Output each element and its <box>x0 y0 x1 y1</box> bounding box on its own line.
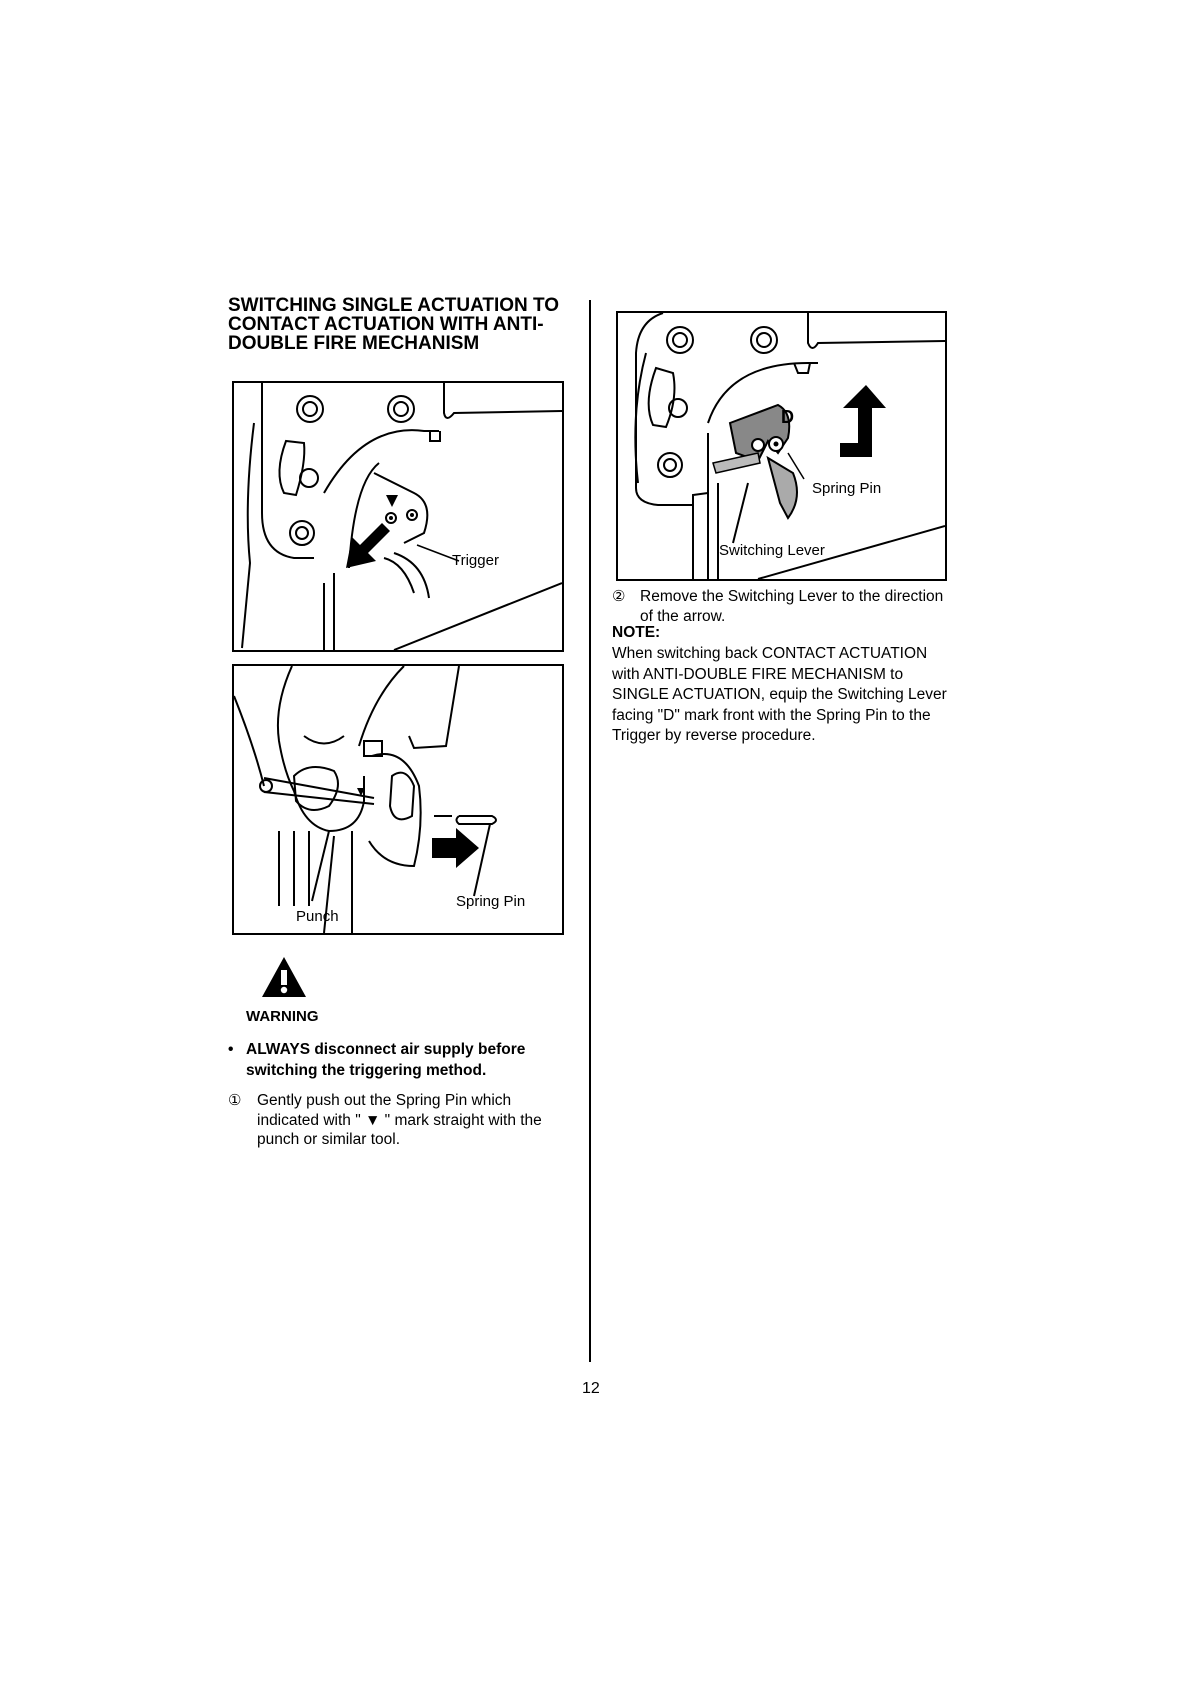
switching-lever-illustration <box>618 313 945 579</box>
trigger-illustration <box>234 383 562 650</box>
step-2-number: ② <box>612 588 626 605</box>
trigger-figure <box>232 381 564 652</box>
bullet-dot: • <box>228 1041 234 1058</box>
trigger-label: Trigger <box>452 552 499 569</box>
warning-label: WARNING <box>246 1008 319 1025</box>
step-2-text: Remove the Switching Lever to the direction of the arrow. <box>640 588 944 625</box>
note-text: When switching back CONTACT ACTUATION with ANTI-DOUBLE FIRE MECHANISM to SINGLE ACTUATION, equip the Switching Lever facing "D" mark front with the Spring Pin to the Trigger by reverse procedure. <box>612 645 947 744</box>
svg-text:D: D <box>781 407 794 427</box>
note-label: NOTE: <box>612 624 661 641</box>
warning-bullet <box>228 1039 568 1081</box>
step-1-number: ① <box>228 1092 242 1109</box>
switching-lever-figure <box>616 311 947 581</box>
punch-label: Punch <box>296 908 339 925</box>
step-2 <box>612 587 952 626</box>
column-divider <box>589 300 591 1362</box>
step-1-text: Gently push out the Spring Pin which indicated with " ▼ " mark straight with the punch or similar tool. <box>257 1092 542 1148</box>
punch-figure <box>232 664 564 935</box>
lever-spring-pin-label: Spring Pin <box>812 480 882 497</box>
step-1 <box>228 1091 568 1150</box>
warning-triangle-icon <box>260 955 308 999</box>
page-number: 12 <box>582 1380 600 1397</box>
section-title: SWITCHING SINGLE ACTUATION TO CONTACT ACTUATION WITH ANTI-DOUBLE FIRE MECHANISM <box>228 295 560 354</box>
warning-bullet-text: ALWAYS disconnect air supply before switching the triggering method. <box>246 1041 526 1079</box>
spring-pin-label: Spring Pin <box>456 893 526 910</box>
switching-lever-label: Switching Lever <box>719 542 825 559</box>
